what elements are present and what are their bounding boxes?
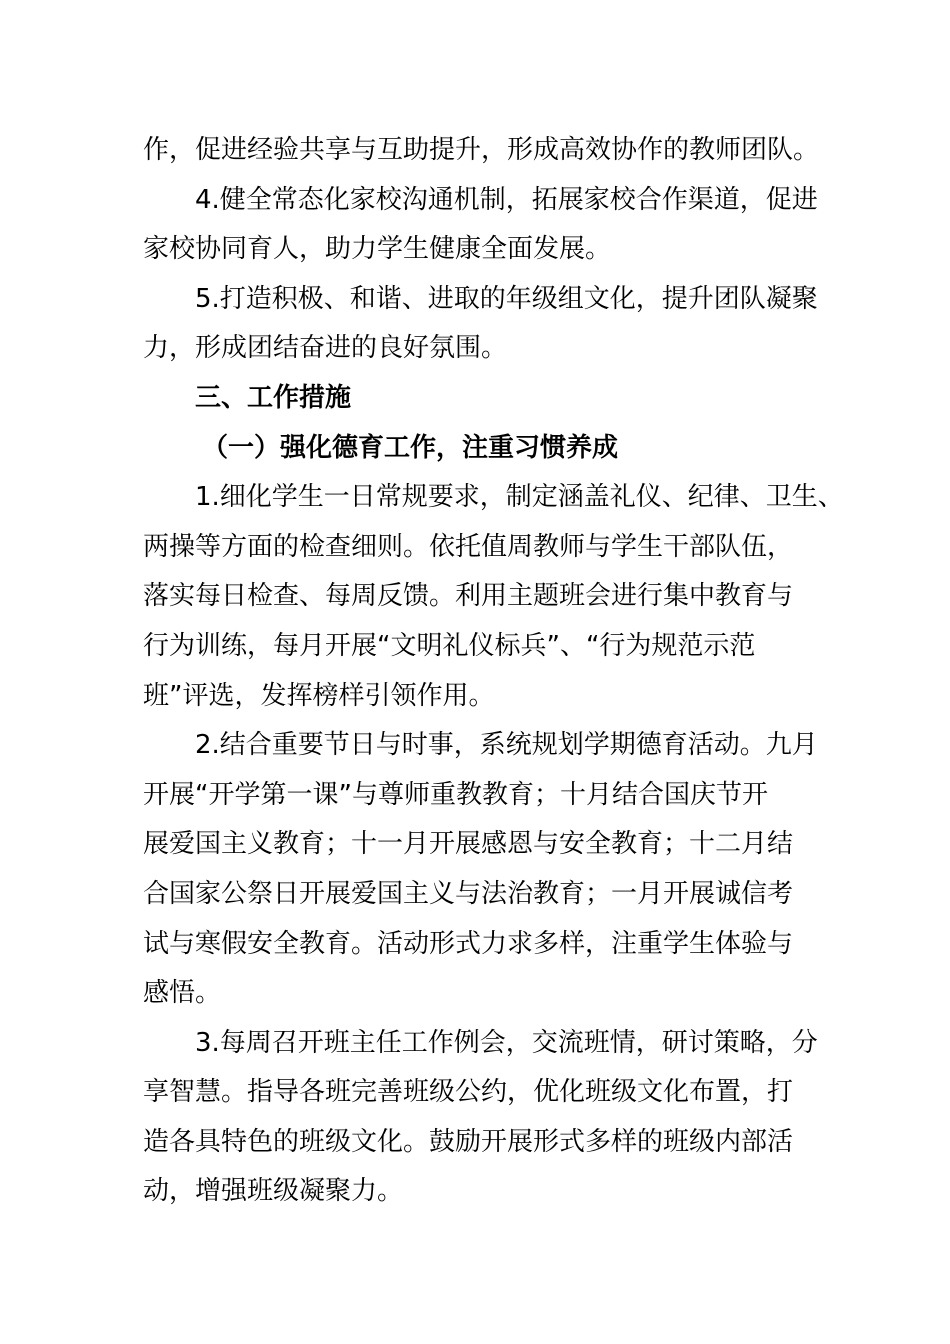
paragraph-line: 落实每日检查、每周反馈。利用主题班会进行集中教育与 — [143, 581, 794, 612]
document-body — [143, 126, 844, 1217]
paragraph-line: 享智慧。指导各班完善班级公约，优化班级文化布置，打 — [143, 1077, 794, 1108]
paragraph-line: 试与寒假安全教育。活动形式力求多样，注重学生体验与 — [143, 928, 794, 959]
paragraph-line: 2.结合重要节日与时事，系统规划学期德育活动。九月 — [195, 730, 818, 761]
paragraph-line: 1.细化学生一日常规要求，制定涵盖礼仪、纪律、卫生、 — [195, 482, 844, 513]
section-heading: 三、工作措施 — [195, 382, 352, 413]
paragraph-line: 3.每周召开班主任工作例会，交流班情，研讨策略，分 — [195, 1027, 818, 1058]
paragraph-line: 合国家公祭日开展爱国主义与法治教育；一月开展诚信考 — [143, 878, 794, 909]
paragraph-line: 5.打造积极、和谐、进取的年级组文化，提升团队凝聚 — [195, 283, 818, 314]
paragraph-line: 展爱国主义教育；十一月开展感恩与安全教育；十二月结 — [143, 829, 794, 860]
paragraph-line: 感悟。 — [143, 978, 222, 1009]
paragraph-line: 两操等方面的检查细则。依托值周教师与学生干部队伍， — [143, 531, 794, 562]
paragraph-line: 作，促进经验共享与互助提升，形成高效协作的教师团队。 — [143, 135, 820, 165]
paragraph-line: 开展“开学第一课”与尊师重教教育；十月结合国庆节开 — [143, 779, 768, 810]
paragraph-line: 力，形成团结奋进的良好氛围。 — [143, 333, 508, 364]
subsection-heading: （一）强化德育工作，注重习惯养成 — [202, 432, 619, 463]
paragraph-line: 动，增强班级凝聚力。 — [143, 1176, 404, 1207]
paragraph-line: 家校协同育人，助力学生健康全面发展。 — [143, 234, 612, 265]
paragraph-line: 行为训练，每月开展“文明礼仪标兵”、“行为规范示范 — [143, 630, 756, 661]
paragraph-line: 班”评选，发挥榜样引领作用。 — [143, 680, 495, 711]
paragraph-line: 4.健全常态化家校沟通机制，拓展家校合作渠道，促进 — [195, 184, 818, 215]
paragraph-line: 造各具特色的班级文化。鼓励开展形式多样的班级内部活 — [143, 1126, 794, 1157]
